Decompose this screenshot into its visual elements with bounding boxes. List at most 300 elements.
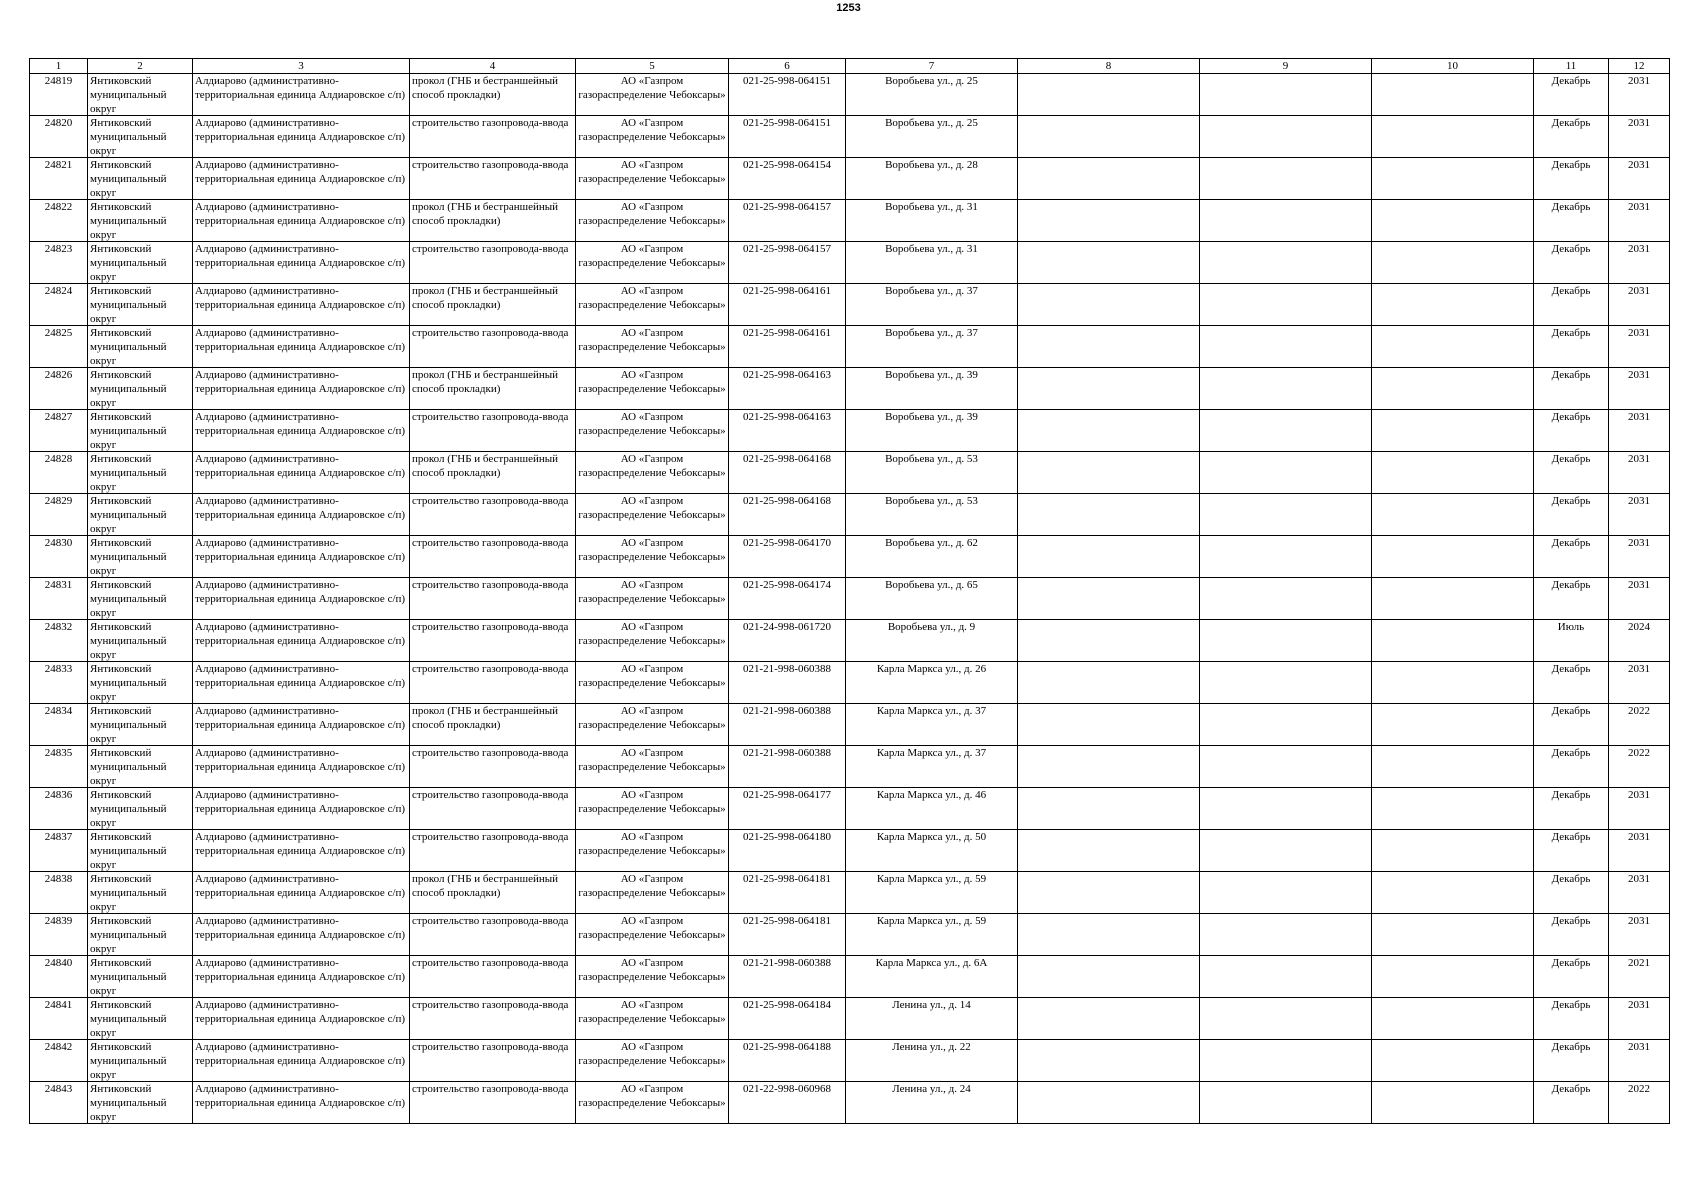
- organization-cell-text: АО «Газпром газораспределение Чебоксары»: [578, 159, 726, 185]
- address-cell-text: Воробьева ул., д. 37: [885, 327, 978, 339]
- empty-cell-text: [1374, 704, 1531, 745]
- row-number: [30, 1082, 88, 1124]
- row-number: [30, 200, 88, 242]
- settlement-cell-text: Алдиарово (административно-территориальная единица Алдиаровское с/п): [195, 789, 406, 815]
- empty-cell-text: [1374, 536, 1531, 577]
- row-number: [30, 452, 88, 494]
- work-type-cell: [410, 452, 576, 494]
- work-type-cell-text: строительство газопровода-ввода: [412, 789, 569, 801]
- district-cell: [88, 914, 193, 956]
- empty-cell: [1018, 956, 1200, 998]
- empty-cell: [1018, 620, 1200, 662]
- organization-cell: [576, 578, 729, 620]
- year-cell-text: 2022: [1628, 747, 1650, 759]
- object-code-cell: [729, 326, 846, 368]
- year-cell: [1609, 410, 1670, 452]
- address-cell-text: Карла Маркса ул., д. 59: [876, 915, 987, 927]
- settlement-cell-text: Алдиарово (административно-территориальная единица Алдиаровское с/п): [195, 831, 406, 857]
- month-cell-text: Декабрь: [1551, 369, 1591, 381]
- district-cell-text: Янтиковский муниципальный округ: [90, 999, 167, 1039]
- empty-cell-text: [1374, 74, 1531, 115]
- empty-cell-text: [1202, 158, 1369, 199]
- empty-cell: [1200, 200, 1372, 242]
- object-code-cell-text: 021-25-998-064157: [743, 201, 831, 213]
- address-cell-text: Воробьева ул., д. 31: [885, 243, 978, 255]
- organization-cell-text: АО «Газпром газораспределение Чебоксары»: [578, 915, 726, 941]
- year-cell: [1609, 1082, 1670, 1124]
- year-cell-text: 2031: [1628, 873, 1650, 885]
- organization-cell: [576, 998, 729, 1040]
- settlement-cell-text: Алдиарово (административно-территориальная единица Алдиаровское с/п): [195, 453, 406, 479]
- address-cell: [846, 452, 1018, 494]
- object-code-cell-text: 021-25-998-064181: [743, 915, 831, 927]
- work-type-cell: [410, 914, 576, 956]
- address-cell-text: Воробьева ул., д. 31: [885, 201, 978, 213]
- year-cell-text: 2031: [1628, 75, 1650, 87]
- year-cell-text: 2031: [1628, 327, 1650, 339]
- settlement-cell-text: Алдиарово (административно-территориальная единица Алдиаровское с/п): [195, 537, 406, 563]
- object-code-cell: [729, 914, 846, 956]
- settlement-cell-text: Алдиарово (административно-территориальная единица Алдиаровское с/п): [195, 285, 406, 311]
- year-cell: [1609, 914, 1670, 956]
- empty-cell-text: [1020, 116, 1197, 157]
- settlement-cell: [193, 872, 410, 914]
- empty-cell: [1018, 494, 1200, 536]
- work-type-cell-text: прокол (ГНБ и бестраншейный способ прокладки): [412, 201, 559, 227]
- settlement-cell-text: Алдиарово (административно-территориальная единица Алдиаровское с/п): [195, 1041, 406, 1067]
- year-cell-text: 2031: [1628, 285, 1650, 297]
- address-cell: [846, 326, 1018, 368]
- empty-cell-text: [1020, 914, 1197, 955]
- organization-cell-text: АО «Газпром газораспределение Чебоксары»: [578, 537, 726, 563]
- work-type-cell-text: строительство газопровода-ввода: [412, 243, 569, 255]
- month-cell: [1534, 830, 1609, 872]
- settlement-cell-text: Алдиарово (административно-территориальная единица Алдиаровское с/п): [195, 705, 406, 731]
- district-cell: [88, 158, 193, 200]
- settlement-cell: [193, 116, 410, 158]
- address-cell-text: Воробьева ул., д. 53: [885, 495, 978, 507]
- settlement-cell-text: Алдиарово (административно-территориальная единица Алдиаровское с/п): [195, 915, 406, 941]
- organization-cell: [576, 1082, 729, 1124]
- month-cell: [1534, 746, 1609, 788]
- empty-cell-text: [1202, 200, 1369, 241]
- row-number: [30, 620, 88, 662]
- organization-cell-text: АО «Газпром газораспределение Чебоксары»: [578, 831, 726, 857]
- object-code-cell-text: 021-25-998-064161: [743, 327, 831, 339]
- work-type-cell-text: прокол (ГНБ и бестраншейный способ прокладки): [412, 453, 559, 479]
- settlement-cell-text: Алдиарово (административно-территориальная единица Алдиаровское с/п): [195, 579, 406, 605]
- empty-cell-text: [1202, 578, 1369, 619]
- empty-cell: [1018, 74, 1200, 116]
- year-cell: [1609, 620, 1670, 662]
- organization-cell: [576, 494, 729, 536]
- settlement-cell-text: Алдиарово (административно-территориальная единица Алдиаровское с/п): [195, 663, 406, 689]
- empty-cell: [1372, 536, 1534, 578]
- row-number: [30, 1040, 88, 1082]
- settlement-cell: [193, 620, 410, 662]
- empty-cell-text: [1020, 746, 1197, 787]
- empty-cell-text: [1020, 872, 1197, 913]
- year-cell: [1609, 788, 1670, 830]
- year-cell-text: 2031: [1628, 915, 1650, 927]
- empty-cell-text: [1020, 704, 1197, 745]
- table-row: [30, 242, 1670, 284]
- empty-cell-text: [1374, 494, 1531, 535]
- work-type-cell: [410, 410, 576, 452]
- settlement-cell: [193, 914, 410, 956]
- year-cell-text: 2031: [1628, 453, 1650, 465]
- empty-cell: [1200, 830, 1372, 872]
- empty-cell: [1200, 494, 1372, 536]
- work-type-cell: [410, 74, 576, 116]
- year-cell-text: 2031: [1628, 201, 1650, 213]
- organization-cell-text: АО «Газпром газораспределение Чебоксары»: [578, 999, 726, 1025]
- empty-cell-text: [1202, 242, 1369, 283]
- empty-cell: [1372, 662, 1534, 704]
- year-cell-text: 2031: [1628, 999, 1650, 1011]
- district-cell-text: Янтиковский муниципальный округ: [90, 663, 167, 703]
- row-number-text: 24837: [44, 831, 73, 843]
- table-row: [30, 578, 1670, 620]
- month-cell: [1534, 116, 1609, 158]
- object-code-cell-text: 021-25-998-064163: [743, 411, 831, 423]
- address-cell-text: Карла Маркса ул., д. 50: [876, 831, 987, 843]
- work-type-cell: [410, 1082, 576, 1124]
- district-cell-text: Янтиковский муниципальный округ: [90, 285, 167, 325]
- empty-cell: [1200, 74, 1372, 116]
- table-row: [30, 662, 1670, 704]
- row-number-text: 24825: [44, 327, 73, 339]
- district-cell-text: Янтиковский муниципальный округ: [90, 1083, 167, 1123]
- district-cell-text: Янтиковский муниципальный округ: [90, 201, 167, 241]
- object-code-cell: [729, 956, 846, 998]
- empty-cell-text: [1020, 956, 1197, 997]
- month-cell-text: Декабрь: [1551, 537, 1591, 549]
- work-type-cell: [410, 494, 576, 536]
- table-row: [30, 200, 1670, 242]
- empty-cell-text: [1202, 284, 1369, 325]
- organization-cell-text: АО «Газпром газораспределение Чебоксары»: [578, 75, 726, 101]
- year-cell-text: 2024: [1628, 621, 1650, 633]
- object-code-cell: [729, 284, 846, 326]
- table-row: [30, 746, 1670, 788]
- district-cell-text: Янтиковский муниципальный округ: [90, 873, 167, 913]
- object-code-cell: [729, 74, 846, 116]
- empty-cell-text: [1374, 116, 1531, 157]
- object-code-cell: [729, 578, 846, 620]
- row-number-text: 24823: [44, 243, 73, 255]
- month-cell: [1534, 284, 1609, 326]
- empty-cell: [1200, 1040, 1372, 1082]
- settlement-cell: [193, 494, 410, 536]
- row-number: [30, 998, 88, 1040]
- object-code-cell-text: 021-25-998-064177: [743, 789, 831, 801]
- work-type-cell-text: строительство газопровода-ввода: [412, 999, 569, 1011]
- empty-cell: [1018, 578, 1200, 620]
- empty-cell-text: [1020, 830, 1197, 871]
- address-cell: [846, 746, 1018, 788]
- organization-cell: [576, 1040, 729, 1082]
- organization-cell-text: АО «Газпром газораспределение Чебоксары»: [578, 327, 726, 353]
- month-cell: [1534, 242, 1609, 284]
- address-cell: [846, 830, 1018, 872]
- organization-cell: [576, 830, 729, 872]
- address-cell-text: Воробьева ул., д. 25: [885, 75, 978, 87]
- empty-cell: [1018, 200, 1200, 242]
- row-number-text: 24843: [44, 1083, 73, 1095]
- column-header: 2: [88, 59, 193, 74]
- organization-cell-text: АО «Газпром газораспределение Чебоксары»: [578, 705, 726, 731]
- settlement-cell: [193, 368, 410, 410]
- month-cell: [1534, 872, 1609, 914]
- organization-cell: [576, 956, 729, 998]
- settlement-cell: [193, 788, 410, 830]
- month-cell-text: Декабрь: [1551, 411, 1591, 423]
- settlement-cell-text: Алдиарово (административно-территориальная единица Алдиаровское с/п): [195, 159, 406, 185]
- empty-cell-text: [1020, 1040, 1197, 1081]
- organization-cell-text: АО «Газпром газораспределение Чебоксары»: [578, 369, 726, 395]
- empty-cell: [1372, 452, 1534, 494]
- empty-cell-text: [1020, 620, 1197, 661]
- work-type-cell: [410, 536, 576, 578]
- month-cell-text: Декабрь: [1551, 999, 1591, 1011]
- empty-cell: [1372, 704, 1534, 746]
- empty-cell: [1018, 326, 1200, 368]
- row-number-text: 24824: [44, 285, 73, 297]
- month-cell: [1534, 998, 1609, 1040]
- organization-cell: [576, 410, 729, 452]
- district-cell: [88, 452, 193, 494]
- district-cell-text: Янтиковский муниципальный округ: [90, 369, 167, 409]
- row-number: [30, 788, 88, 830]
- empty-cell-text: [1202, 914, 1369, 955]
- settlement-cell: [193, 158, 410, 200]
- row-number-text: 24826: [44, 369, 73, 381]
- row-number-text: 24827: [44, 411, 73, 423]
- work-type-cell: [410, 872, 576, 914]
- row-number: [30, 74, 88, 116]
- organization-cell: [576, 242, 729, 284]
- year-cell: [1609, 494, 1670, 536]
- month-cell-text: Июль: [1557, 621, 1585, 633]
- month-cell-text: Декабрь: [1551, 747, 1591, 759]
- settlement-cell-text: Алдиарово (административно-территориальная единица Алдиаровское с/п): [195, 117, 406, 143]
- row-number-text: 24820: [44, 117, 73, 129]
- month-cell: [1534, 956, 1609, 998]
- column-header: 1: [30, 59, 88, 74]
- year-cell-text: 2031: [1628, 117, 1650, 129]
- row-number: [30, 914, 88, 956]
- table-row: [30, 452, 1670, 494]
- work-type-cell: [410, 788, 576, 830]
- address-cell: [846, 368, 1018, 410]
- address-cell: [846, 788, 1018, 830]
- empty-cell: [1372, 494, 1534, 536]
- work-type-cell-text: прокол (ГНБ и бестраншейный способ прокладки): [412, 75, 559, 101]
- empty-cell: [1200, 872, 1372, 914]
- settlement-cell: [193, 1082, 410, 1124]
- work-type-cell-text: строительство газопровода-ввода: [412, 915, 569, 927]
- empty-cell-text: [1202, 662, 1369, 703]
- table-row: [30, 1082, 1670, 1124]
- empty-cell: [1200, 1082, 1372, 1124]
- work-type-cell: [410, 704, 576, 746]
- empty-cell: [1372, 242, 1534, 284]
- row-number: [30, 158, 88, 200]
- work-type-cell: [410, 158, 576, 200]
- object-code-cell: [729, 494, 846, 536]
- year-cell: [1609, 74, 1670, 116]
- empty-cell: [1018, 1040, 1200, 1082]
- column-number-row: [30, 59, 1670, 74]
- empty-cell-text: [1202, 746, 1369, 787]
- object-code-cell: [729, 746, 846, 788]
- row-number: [30, 326, 88, 368]
- work-type-cell: [410, 662, 576, 704]
- month-cell-text: Декабрь: [1551, 663, 1591, 675]
- district-cell-text: Янтиковский муниципальный округ: [90, 747, 167, 787]
- address-cell-text: Воробьева ул., д. 39: [885, 411, 978, 423]
- organization-cell: [576, 662, 729, 704]
- address-cell: [846, 74, 1018, 116]
- empty-cell: [1200, 158, 1372, 200]
- empty-cell-text: [1020, 368, 1197, 409]
- row-number: [30, 578, 88, 620]
- empty-cell-text: [1020, 410, 1197, 451]
- settlement-cell-text: Алдиарово (административно-территориальная единица Алдиаровское с/п): [195, 495, 406, 521]
- settlement-cell-text: Алдиарово (административно-территориальная единица Алдиаровское с/п): [195, 1083, 406, 1109]
- empty-cell: [1018, 368, 1200, 410]
- year-cell-text: 2022: [1628, 1083, 1650, 1095]
- settlement-cell: [193, 662, 410, 704]
- empty-cell: [1200, 746, 1372, 788]
- object-code-cell-text: 021-25-998-064174: [743, 579, 831, 591]
- empty-cell-text: [1202, 830, 1369, 871]
- address-cell: [846, 620, 1018, 662]
- table-header: [30, 59, 1670, 74]
- organization-cell-text: АО «Газпром газораспределение Чебоксары»: [578, 621, 726, 647]
- district-cell: [88, 368, 193, 410]
- empty-cell: [1372, 368, 1534, 410]
- settlement-cell-text: Алдиарово (административно-территориальная единица Алдиаровское с/п): [195, 327, 406, 353]
- month-cell-text: Декабрь: [1551, 579, 1591, 591]
- district-cell-text: Янтиковский муниципальный округ: [90, 915, 167, 955]
- district-cell: [88, 872, 193, 914]
- row-number: [30, 116, 88, 158]
- empty-cell: [1200, 620, 1372, 662]
- row-number: [30, 704, 88, 746]
- empty-cell: [1200, 704, 1372, 746]
- empty-cell: [1200, 452, 1372, 494]
- district-cell-text: Янтиковский муниципальный округ: [90, 159, 167, 199]
- table-row: [30, 956, 1670, 998]
- empty-cell: [1200, 914, 1372, 956]
- month-cell-text: Декабрь: [1551, 831, 1591, 843]
- table-row: [30, 872, 1670, 914]
- settlement-cell-text: Алдиарово (административно-территориальная единица Алдиаровское с/п): [195, 621, 406, 647]
- organization-cell: [576, 284, 729, 326]
- work-type-cell-text: строительство газопровода-ввода: [412, 159, 569, 171]
- work-type-cell-text: строительство газопровода-ввода: [412, 1083, 569, 1095]
- settlement-cell-text: Алдиарово (административно-территориальная единица Алдиаровское с/п): [195, 75, 406, 101]
- empty-cell-text: [1374, 746, 1531, 787]
- empty-cell-text: [1202, 116, 1369, 157]
- row-number: [30, 830, 88, 872]
- address-cell: [846, 1082, 1018, 1124]
- address-cell-text: Ленина ул., д. 24: [892, 1083, 971, 1095]
- year-cell: [1609, 578, 1670, 620]
- row-number: [30, 368, 88, 410]
- object-code-cell-text: 021-25-998-064163: [743, 369, 831, 381]
- work-type-cell: [410, 284, 576, 326]
- empty-cell-text: [1374, 872, 1531, 913]
- month-cell: [1534, 200, 1609, 242]
- table-row: [30, 1040, 1670, 1082]
- organization-cell: [576, 158, 729, 200]
- month-cell: [1534, 158, 1609, 200]
- district-cell-text: Янтиковский муниципальный округ: [90, 117, 167, 157]
- year-cell-text: 2031: [1628, 789, 1650, 801]
- object-code-cell: [729, 620, 846, 662]
- work-type-cell: [410, 368, 576, 410]
- empty-cell: [1018, 410, 1200, 452]
- organization-cell-text: АО «Газпром газораспределение Чебоксары»: [578, 663, 726, 689]
- organization-cell: [576, 116, 729, 158]
- work-type-cell: [410, 326, 576, 368]
- empty-cell-text: [1202, 452, 1369, 493]
- object-code-cell: [729, 872, 846, 914]
- organization-cell-text: АО «Газпром газораспределение Чебоксары»: [578, 1083, 726, 1109]
- object-code-cell: [729, 704, 846, 746]
- column-header: 12: [1609, 59, 1670, 74]
- empty-cell: [1372, 326, 1534, 368]
- object-code-cell-text: 021-25-998-064151: [743, 75, 831, 87]
- settlement-cell-text: Алдиарово (административно-территориальная единица Алдиаровское с/п): [195, 957, 406, 983]
- object-code-cell-text: 021-21-998-060388: [743, 705, 831, 717]
- row-number: [30, 494, 88, 536]
- work-type-cell: [410, 956, 576, 998]
- object-code-cell: [729, 788, 846, 830]
- district-cell: [88, 410, 193, 452]
- object-code-cell-text: 021-25-998-064181: [743, 873, 831, 885]
- address-cell: [846, 536, 1018, 578]
- object-code-cell-text: 021-21-998-060388: [743, 747, 831, 759]
- settlement-cell: [193, 410, 410, 452]
- empty-cell-text: [1020, 200, 1197, 241]
- empty-cell: [1372, 158, 1534, 200]
- row-number-text: 24836: [44, 789, 73, 801]
- year-cell: [1609, 326, 1670, 368]
- empty-cell: [1372, 956, 1534, 998]
- row-number-text: 24833: [44, 663, 73, 675]
- settlement-cell: [193, 536, 410, 578]
- district-cell-text: Янтиковский муниципальный округ: [90, 537, 167, 577]
- settlement-cell: [193, 242, 410, 284]
- object-code-cell: [729, 662, 846, 704]
- district-cell-text: Янтиковский муниципальный округ: [90, 411, 167, 451]
- year-cell-text: 2031: [1628, 1041, 1650, 1053]
- address-cell-text: Карла Маркса ул., д. 59: [876, 873, 987, 885]
- empty-cell-text: [1374, 326, 1531, 367]
- organization-cell-text: АО «Газпром газораспределение Чебоксары»: [578, 495, 726, 521]
- settlement-cell: [193, 1040, 410, 1082]
- work-type-cell-text: прокол (ГНБ и бестраншейный способ прокладки): [412, 285, 559, 311]
- empty-cell: [1018, 704, 1200, 746]
- month-cell: [1534, 74, 1609, 116]
- table-row: [30, 788, 1670, 830]
- month-cell: [1534, 494, 1609, 536]
- organization-cell: [576, 704, 729, 746]
